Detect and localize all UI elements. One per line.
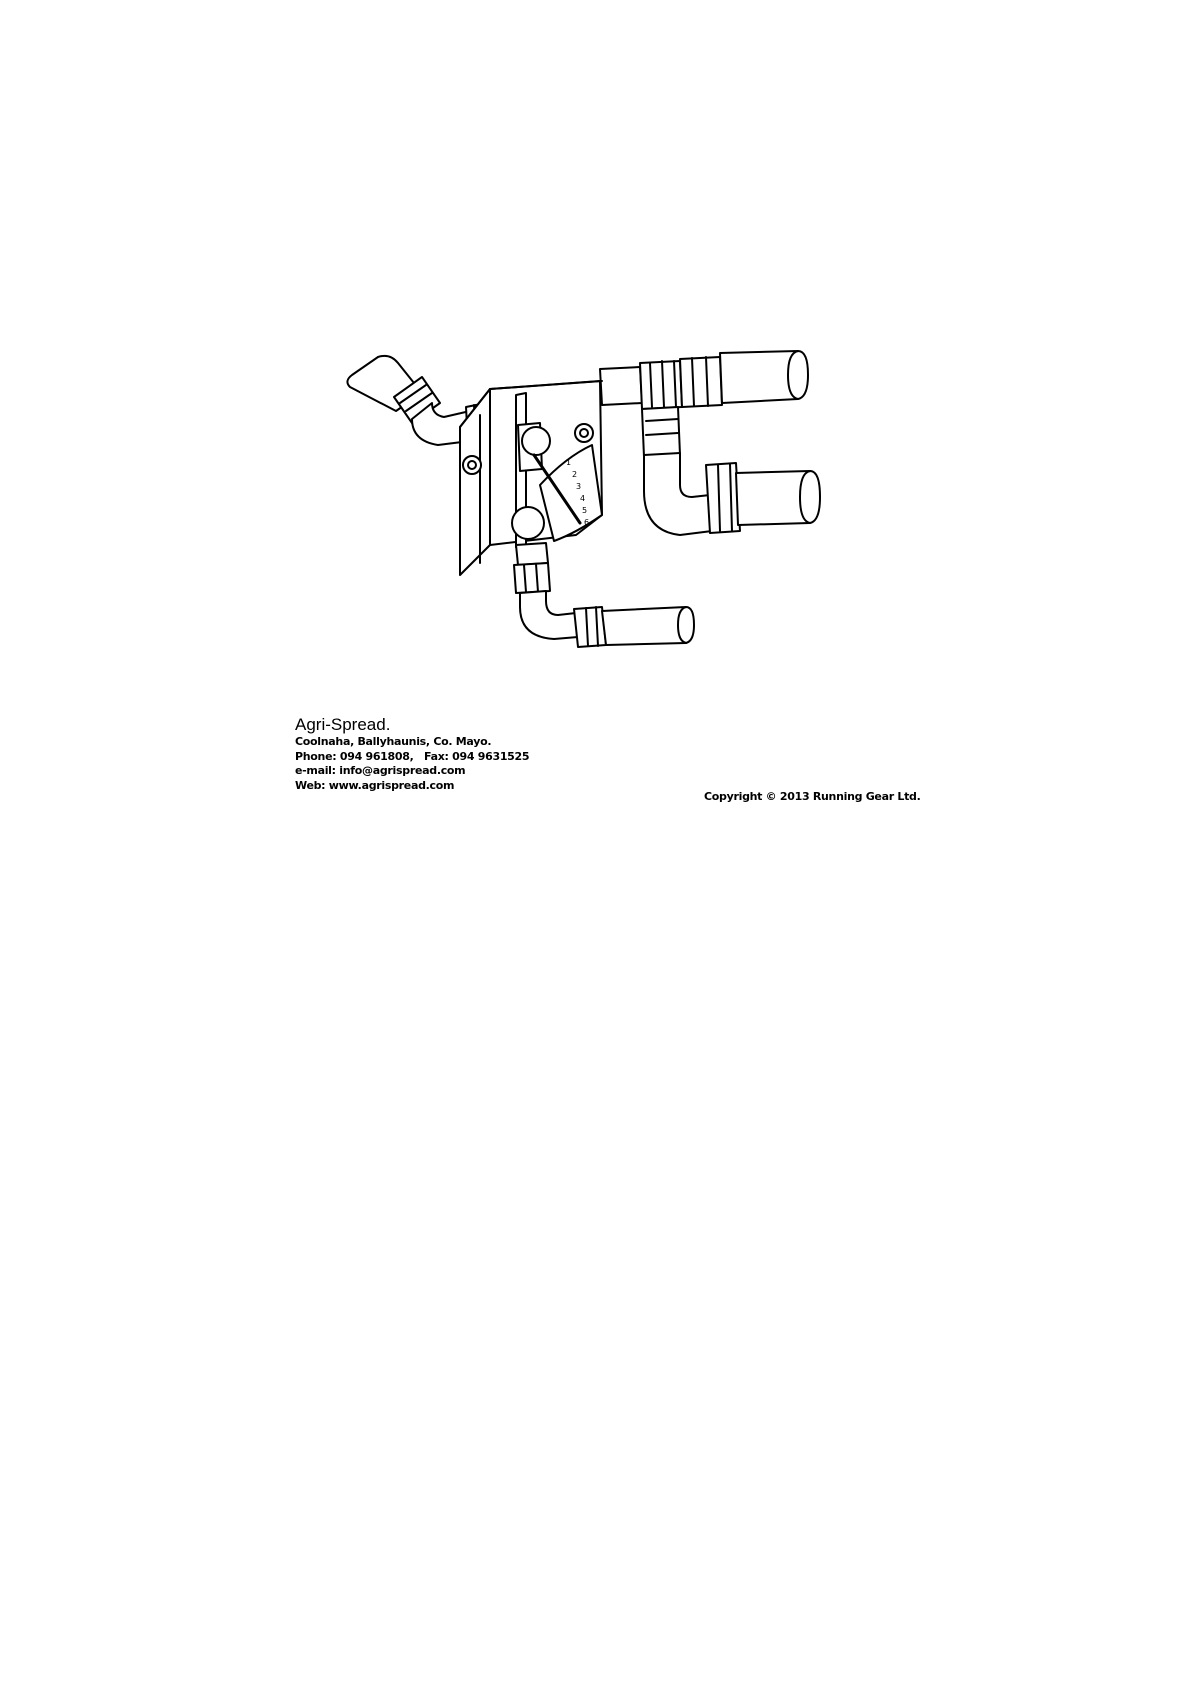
svg-text:1: 1 — [566, 458, 572, 467]
hydraulic-valve-assembly-icon — [340, 345, 840, 685]
company-web: Web: www.agrispread.com — [295, 778, 455, 792]
svg-text:5: 5 — [582, 506, 588, 515]
copyright-notice: Copyright © 2013 Running Gear Ltd. — [704, 790, 921, 803]
bottom-outlet — [514, 543, 694, 647]
svg-text:4: 4 — [580, 494, 586, 503]
svg-text:6: 6 — [584, 518, 590, 527]
upper-right-pipe — [600, 351, 808, 409]
valve-assembly-drawing — [340, 345, 840, 685]
company-contact-block — [295, 715, 655, 793]
svg-text:3: 3 — [576, 482, 582, 491]
company-address: Coolnaha, Ballyhaunis, Co. Mayo. — [295, 735, 492, 748]
company-name: Agri-Spread. — [295, 715, 391, 734]
svg-text:2: 2 — [572, 470, 578, 479]
company-email: e-mail: info@agrispread.com — [295, 764, 466, 777]
middle-right-branch — [642, 407, 820, 535]
company-phone-fax: Phone: 094 961808, Fax: 094 9631525 — [295, 749, 530, 763]
